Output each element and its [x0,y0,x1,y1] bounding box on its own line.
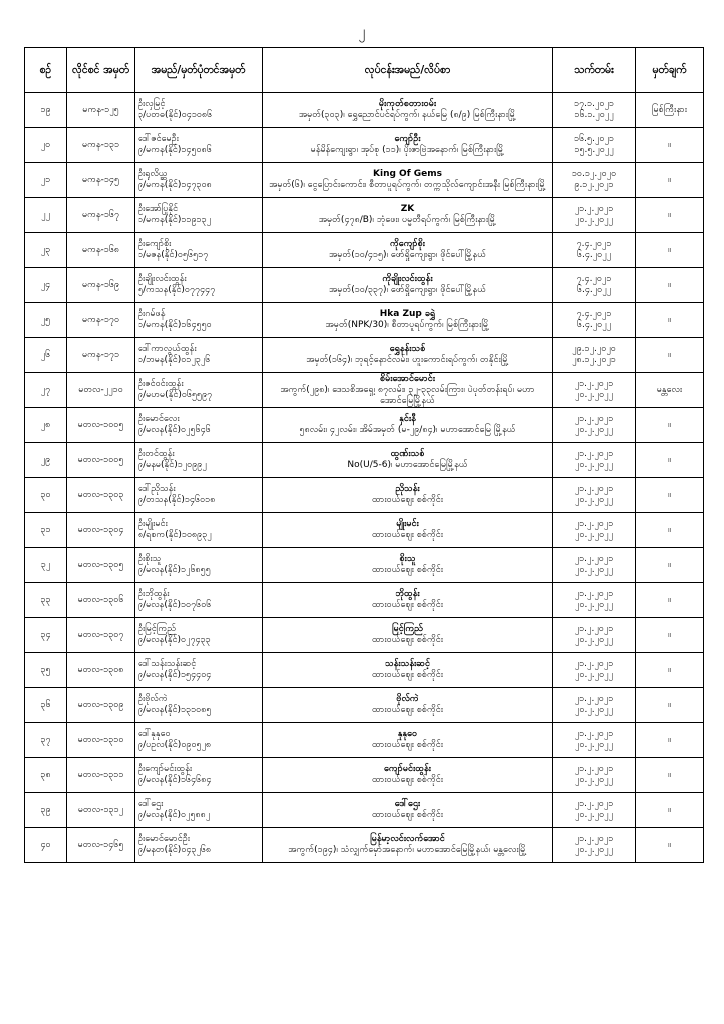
valid-to-date: ၉.၁၂.၂၀၂၁ [574,180,614,190]
valid-to-date: ၂၈.၁၂.၂၀၂၁ [572,355,616,365]
owner-name: ဒေါ်ညိုသန်း [138,484,176,494]
owner-cell [135,198,263,233]
business-cell [263,373,553,408]
valid-from-date: ၂၁.၂.၂၀၂၁ [574,484,614,494]
table-row [25,443,704,478]
validity-cell [553,443,636,478]
owner-registration-id: ၉/မနမ(နိုင်)၁၂၀၉၉၂ [138,460,207,470]
validity-cell [553,93,636,128]
owner-registration-id: ၉/မနတ(နိုင်)၀၄၃၂၆၈ [138,845,212,855]
business-name: သန်းသန်းဆင့် [385,659,430,669]
owner-registration-id: ၁/မကန(နိုင်)၁၁၉၁၃၂ [138,215,212,225]
table-header [25,48,704,93]
serial-number-cell: ၂၉ [25,443,67,478]
validity-cell [553,233,636,268]
license-number-cell: မကန-၁၆၇ [67,198,135,233]
validity-cell [553,583,636,618]
business-name: ကိုချိုးလင်းထွန်း [382,274,433,284]
owner-registration-id: ၉/မလန(နိုင်)၀၂၅၆၄၆ [138,425,211,435]
business-name: ညိုသန်း [395,484,420,494]
owner-cell [135,373,263,408]
business-cell [263,478,553,513]
validity-cell [553,758,636,793]
business-cell [263,758,553,793]
serial-number-cell: ၃၃ [25,583,67,618]
business-address: ထားဝယ်ဈေး စစ်ကိုင်း [371,670,444,680]
serial-number-cell: ၄၀ [25,828,67,863]
valid-to-date: ၂၀.၂.၂၀၂၂ [575,670,613,680]
license-number-cell: မတလ-၁၄၆၅ [67,828,135,863]
owner-cell [135,758,263,793]
valid-to-date: ၂၀.၂.၂၀၂၂ [575,775,613,785]
business-address: No(U/5-6)၊ မဟာအောင်မြေမြို့နယ် [347,460,468,470]
business-name: ကိုကျော်စိုး [390,239,425,249]
owner-registration-id: ၃/ပတဓ(နိုင်)၀၄၁၀၈၆ [138,110,213,120]
owner-name: ဦးကျော်စိုး [138,239,172,249]
table-row [25,128,704,163]
validity-cell [553,198,636,233]
business-name: ကျော်ဦး [394,134,421,144]
valid-to-date: ၂၀.၂.၂၀၂၂ [575,495,613,505]
owner-registration-id: ၉/တသန(နိုင်)၁၄၆၀၁၈ [138,495,216,505]
owner-name: ဦးစိုးသူ [138,554,162,564]
owner-cell [135,163,263,198]
valid-to-date: ၂၀.၂.၂၀၂၂ [575,390,613,400]
business-name: နုနုဝေ [397,729,418,739]
business-name: မျိုးမင်း [396,519,419,529]
business-name: ဗိုလ်ကဲ [396,694,419,704]
owner-cell [135,583,263,618]
page-number: ၂ [358,24,366,40]
owner-cell [135,478,263,513]
remark-cell: မန္တလေး [636,373,704,408]
owner-cell [135,653,263,688]
remark-cell: ။ [636,653,704,688]
valid-from-date: ၇.၄.၂၀၂၁ [576,274,612,284]
license-number-cell: မတလ-၁၀၀၅ [67,443,135,478]
table-body [25,93,704,863]
table-row [25,268,704,303]
valid-to-date: ၆.၄.၂၀၂၂ [576,250,612,260]
business-name: ထွဏ်းသစ် [390,449,425,459]
valid-to-date: ၁၆.၁.၂၀၂၂ [574,110,614,120]
business-cell [263,443,553,478]
validity-cell [553,373,636,408]
owner-registration-id: ၅/ကသန(နိုင်)၀၇၇၄၄၇ [138,285,216,295]
remark-cell: ။ [636,618,704,653]
header-business-address: လုပ်ငန်းအမည်/လိပ်စာ [263,48,553,93]
serial-number-cell: ၃၀ [25,478,67,513]
business-name: King Of Gems [373,169,442,179]
serial-number-cell: ၃၆ [25,688,67,723]
header-serial: စဉ် [25,48,67,93]
valid-to-date: ၂၀.၂.၂၀၂၂ [575,215,613,225]
business-address: ထားဝယ်ဈေး စစ်ကိုင်း [371,495,444,505]
valid-from-date: ၂၁.၂.၂၀၂၁ [574,449,614,459]
header-validity: သက်တမ်း [553,48,636,93]
owner-registration-id: ၉/မကန(နိုင်)၁၄၅၀၈၆ [138,145,212,155]
serial-number-cell: ၂၆ [25,338,67,373]
owner-name: ဦးမြင့်ကြည် [138,624,176,634]
business-address: ထားဝယ်ဈေး စစ်ကိုင်း [371,705,444,715]
table-row [25,828,704,863]
business-name: ဒေါ်ဌေး [394,799,421,809]
remark-cell: ။ [636,128,704,163]
serial-number-cell: ၃၉ [25,793,67,828]
business-name: မြန်မာ့လင်းလက်အောင် [370,834,445,844]
owner-cell [135,618,263,653]
valid-from-date: ၂၁.၂.၂၀၂၁ [574,589,614,599]
business-cell [263,793,553,828]
remark-cell: ။ [636,513,704,548]
license-number-cell: မကန-၁၆၈ [67,233,135,268]
business-name: နှင်းနီ [399,414,416,424]
valid-from-date: ၂၁.၂.၂၀၂၁ [574,519,614,529]
license-number-cell: မတလ-၁၃၀၆ [67,583,135,618]
owner-name: ဦးမောင်လေး [138,414,180,424]
valid-to-date: ၁၅.၅.၂၀၂၂ [574,145,614,155]
owner-cell [135,93,263,128]
validity-cell [553,338,636,373]
business-address: ၅၈လမ်း၊ ၄၂လမ်း၊ အိမ်အမှတ် (မ-၂၉/၈၄)၊ မဟာအောင်မြေ မြို့နယ် [299,425,516,435]
owner-name: ဒေါ်ကာလွယ်ထွန်း [138,344,197,354]
table-row [25,408,704,443]
remark-cell: ။ [636,758,704,793]
remark-cell: ။ [636,723,704,758]
serial-number-cell: ၃၅ [25,653,67,688]
owner-name: ဦးချိုးလင်းထွန်း [138,274,187,284]
remark-cell: ။ [636,163,704,198]
serial-number-cell: ၂၅ [25,303,67,338]
business-address: ထားဝယ်ဈေး စစ်ကိုင်း [371,530,444,540]
license-number-cell: မတလ-၁၃၀၈ [67,653,135,688]
table-row [25,303,704,338]
business-cell [263,408,553,443]
owner-registration-id: ၉/မလန(နိုင်)၀၂၇၄၃၃ [138,635,211,645]
remark-cell: ။ [636,583,704,618]
table-row [25,233,704,268]
valid-from-date: ၂၁.၂.၂၀၂၁ [574,729,614,739]
table-row [25,583,704,618]
remark-cell: ။ [636,443,704,478]
owner-cell [135,443,263,478]
remark-cell: ။ [636,688,704,723]
validity-cell [553,688,636,723]
owner-name: ဦးဂမ်ဖန် [138,309,166,319]
valid-from-date: ၂၁.၂.၂၀၂၁ [574,204,614,214]
business-cell [263,828,553,863]
owner-name: ဒေါ်သန်းသန်းဆင့် [138,659,197,669]
owner-registration-id: ၉/မလန(နိုင်)၀၂၅၈၈၂ [138,810,211,820]
owner-cell [135,268,263,303]
table-row [25,513,704,548]
owner-name: ဦးရုလိယ္ဆ [138,169,168,179]
serial-number-cell: ၂၈ [25,408,67,443]
business-cell [263,163,553,198]
valid-to-date: ၂၀.၂.၂၀၂၂ [575,740,613,750]
owner-registration-id: ၁/မကန(နိုင်)၁၆၄၅၅၀ [138,320,212,330]
license-number-cell: မကန-၁၃၁ [67,128,135,163]
license-number-cell: မတလ-၁၃၁၀ [67,723,135,758]
valid-from-date: ၇.၄.၂၀၂၁ [576,309,612,319]
license-number-cell: မတလ-၁၃၁၁ [67,758,135,793]
table-row [25,758,704,793]
serial-number-cell: ၁၉ [25,93,67,128]
valid-to-date: ၆.၄.၂၀၂၂ [576,285,612,295]
validity-cell [553,548,636,583]
validity-cell [553,478,636,513]
validity-cell [553,408,636,443]
valid-from-date: ၂၁.၂.၂၀၂၁ [574,379,614,389]
owner-name: ဦးမျိုးမင်း [138,519,168,529]
valid-from-date: ၂၁.၂.၂၀၂၁ [574,799,614,809]
business-address: အမှတ်(၁၆၄)၊ ဘုရင့်နောင်လမ်း၊ ဟူးကောင်းရပ်ကွက်၊ တနိုင်းမြို့ [306,355,509,365]
owner-registration-id: ၉/မကန(နိုင်)၁၄၇၃၀၈ [138,180,212,190]
business-address: ထားဝယ်ဈေး စစ်ကိုင်း [371,565,444,575]
owner-cell [135,303,263,338]
license-number-cell: မကန-၁၆၉ [67,268,135,303]
business-name: စိမ်းအောင်မောင်း [380,373,435,384]
remark-cell: ။ [636,408,704,443]
business-address: အမှတ်(၁၀/၃၃၇)၊ ဖော်ရှိုကျေးရွာ၊ ဖိုင်ပေါ်မြို့နယ် [329,285,486,295]
license-number-cell: မကန-၁၄၅ [67,163,135,198]
business-cell [263,198,553,233]
business-name: စိုးသူ [399,554,416,564]
validity-cell [553,723,636,758]
valid-to-date: ၂၀.၂.၂၀၂၂ [575,705,613,715]
business-address: အမှတ်(၃၀၃)၊ ရွှေညောင်ပင်ရပ်ကွက်၊ နယ်မြေ (၈/၉) မြစ်ကြီးနားမြို့ [298,110,517,120]
remark-cell: ။ [636,793,704,828]
table-row [25,373,704,408]
owner-registration-id: ၉/မလန(နိုင်)၁၂၆၈၅၅ [138,565,211,575]
valid-from-date: ၁၆.၅.၂၀၂၁ [574,134,614,144]
owner-registration-id: ၉/ပဥလ(နိုင်)၀၉၀၅၂၈ [138,740,212,750]
license-number-cell: မတလ-၁၃၁၂ [67,793,135,828]
business-cell [263,548,553,583]
owner-registration-id: ၈/ရစက(နိုင်)၁၀၈၉၃၂ [138,530,212,540]
table-row [25,338,704,373]
license-register-table [24,47,704,863]
serial-number-cell: ၂၂ [25,198,67,233]
remark-cell: ။ [636,548,704,583]
business-cell [263,233,553,268]
business-cell [263,723,553,758]
owner-name: ဦးကျော်မင်းထွန်း [138,764,193,774]
business-name: မြင့်ကြည် [392,624,423,634]
owner-name: ဦးဘိုထွန်း [138,589,170,599]
owner-name: ဒေါ်ဌေး [138,799,164,809]
valid-from-date: ၂၁.၂.၂၀၂၁ [574,554,614,564]
license-number-cell: မကန-၁၇၁ [67,338,135,373]
valid-to-date: ၂၀.၂.၂၀၂၂ [575,530,613,540]
business-address: အကွက်(၂၉၈)၊ ဒေသစိအရှေ့၊ ၈၇လမ်း၊ ၃၂-၃၃လမ်းကြား၊ ပဲပုတ်တန်းရပ်၊ မဟာအောင်မြေမြို့နယ် [280,384,535,406]
owner-name: ဦးမောင်မောင်ဦး [138,834,190,844]
table-row [25,478,704,513]
owner-cell [135,128,263,163]
business-cell [263,338,553,373]
business-name: ရွှေနန်းသစ် [389,344,426,354]
valid-to-date: ၂၀.၂.၂၀၂၂ [575,425,613,435]
validity-cell [553,268,636,303]
valid-to-date: ၂၀.၂.၂၀၂၂ [575,635,613,645]
owner-registration-id: ၁/မဇန(နိုင်)၀၅၆၅၁၇ [138,250,209,260]
table-row [25,688,704,723]
business-name: ZK [400,204,415,214]
remark-cell: ။ [636,198,704,233]
license-number-cell: မကန-၁၇၀ [67,303,135,338]
license-number-cell: မတလ-၁၀၀၅ [67,408,135,443]
business-cell [263,128,553,163]
remark-cell: မြစ်ကြီးနား [636,93,704,128]
owner-name: ဒေါ်ဇင်မေဦး [138,134,179,144]
business-address: အမှတ်(၁၀/၄၁၅)၊ ဖော်ရှိုကျေးရွာ၊ ဖိုင်ပေါ်မြို့နယ် [329,250,486,260]
serial-number-cell: ၂၀ [25,128,67,163]
owner-registration-id: ၉/မလန(နိုင်)၁၀၇၆၀၆ [138,600,212,610]
validity-cell [553,303,636,338]
header-owner-registration: အမည်/မှတ်ပုံတင်အမှတ် [135,48,263,93]
remark-cell: ။ [636,478,704,513]
owner-cell [135,828,263,863]
validity-cell [553,828,636,863]
owner-name: ဦးလှမြင့် [138,99,166,109]
serial-number-cell: ၃၁ [25,513,67,548]
owner-registration-id: ၁/ဘမန(နိုင်)၀၁၂၃၂၆ [138,355,211,365]
validity-cell [553,793,636,828]
business-address: ထားဝယ်ဈေး စစ်ကိုင်း [371,775,444,785]
valid-to-date: ၂၀.၂.၂၀၂၂ [575,810,613,820]
business-address: ထားဝယ်ဈေး စစ်ကိုင်း [371,600,444,610]
validity-cell [553,513,636,548]
business-address: ထားဝယ်ဈေး စစ်ကိုင်း [371,740,444,750]
table-row [25,723,704,758]
business-name: Hka Zup ခရွှဲ [379,309,436,319]
business-name: ဘိုထွန်း [395,589,420,599]
business-cell [263,618,553,653]
business-address: အမှတ်(၆)၊ ငွေပြောင်းကောင်း၊ စီတာပူရပ်ကွက်၊ တက္ကသိုလ်ကျောင်းအနီး မြစ်ကြီးနားမြို့ [269,180,546,190]
valid-to-date: ၂၀.၂.၂၀၂၂ [575,600,613,610]
valid-from-date: ၇.၄.၂၀၂၁ [576,239,612,249]
table-row [25,198,704,233]
license-number-cell: မကန-၁၂၅ [67,93,135,128]
license-number-cell: မတလ-၁၃၀၄ [67,513,135,548]
business-address: ထားဝယ်ဈေး စစ်ကိုင်း [371,635,444,645]
valid-from-date: ၂၁.၂.၂၀၂၁ [574,764,614,774]
serial-number-cell: ၂၄ [25,268,67,303]
serial-number-cell: ၃၂ [25,548,67,583]
valid-to-date: ၂၀.၂.၂၀၂၂ [575,565,613,575]
business-address: မန်မိန်ကျေးရွာ၊ အုပ်စု (၁၁)၊ ပိုးဇာဗြဲအနောက်၊ မြစ်ကြီးနားမြို့ [310,145,505,155]
owner-cell [135,548,263,583]
table-row [25,548,704,583]
business-address: အကွက်(၁၉၄)၊ သံလျှက်မှော်အနောက်၊ မဟာအောင်မြေမြို့နယ်၊ မန္တလေးမြို့ [288,845,527,855]
table-row [25,618,704,653]
business-cell [263,653,553,688]
owner-name: ဒေါ်နုနုဝေ [138,729,171,739]
business-address: ထားဝယ်ဈေး စစ်ကိုင်း [371,810,444,820]
owner-registration-id: ၉/မလန(နိုင်)၁၅၄၄၀၄ [138,670,212,680]
validity-cell [553,653,636,688]
valid-from-date: ၁၀.၁၂.၂၀၂၀ [571,169,617,179]
owner-registration-id: ၉/မလန(နိုင်)၁၆၄၆၈၄ [138,775,212,785]
owner-cell [135,513,263,548]
validity-cell [553,618,636,653]
license-number-cell: မတလ-၂၂၁၀ [67,373,135,408]
valid-from-date: ၂၁.၂.၂၀၂၁ [574,694,614,704]
business-name: ကျော်မင်းထွန်း [384,764,431,774]
business-cell [263,688,553,723]
validity-cell [553,128,636,163]
remark-cell: ။ [636,338,704,373]
valid-from-date: ၂၁.၂.၂၀၂၁ [574,659,614,669]
serial-number-cell: ၂၃ [25,233,67,268]
valid-to-date: ၂၀.၂.၂၀၂၂ [575,460,613,470]
business-cell [263,268,553,303]
license-number-cell: မတလ-၁၃၀၉ [67,688,135,723]
business-cell [263,513,553,548]
business-address: အမှတ်(၄၇၈/B)၊ ဘုံဖေး၊ ပမ္မတီရပ်ကွက်၊ မြစ်ကြီးနားမြို့ [318,215,497,225]
table-row [25,93,704,128]
header-remark: မှတ်ချက် [636,48,704,93]
table-row [25,793,704,828]
remark-cell: ။ [636,268,704,303]
table-row [25,163,704,198]
valid-from-date: ၂၁.၂.၂၀၂၁ [574,624,614,634]
owner-name: ဦးတင်ထွန်း [138,449,175,459]
owner-cell [135,793,263,828]
serial-number-cell: ၃၈ [25,758,67,793]
owner-cell [135,408,263,443]
valid-from-date: ၂၁.၂.၂၀၂၁ [574,834,614,844]
serial-number-cell: ၃၇ [25,723,67,758]
table-row [25,653,704,688]
owner-cell [135,688,263,723]
owner-name: ဦးဇင်ဝင်းထွန်း [138,379,184,389]
owner-registration-id: ၉/မလန(နိုင်)၁၃၁၀၈၅ [138,705,212,715]
owner-name: ဦးအော်ပြုနိုင် [138,204,179,214]
owner-name: ဦးဗိုလ်ကဲ [138,694,168,704]
business-name: မိုးကုတ်စတားဝမ်း [378,99,437,109]
business-cell [263,93,553,128]
license-number-cell: မတလ-၁၃၀၃ [67,478,135,513]
valid-to-date: ၆.၄.၂၀၂၂ [576,320,612,330]
license-number-cell: မတလ-၁၃၀၅ [67,548,135,583]
owner-cell [135,723,263,758]
business-cell [263,583,553,618]
license-number-cell: မတလ-၁၃၀၇ [67,618,135,653]
remark-cell: ။ [636,828,704,863]
owner-registration-id: ၉/မဟမ(နိုင်)၀၆၅၅၉၇ [138,390,213,400]
business-address: အမှတ်(NPK/30)၊ စီတာပူရပ်ကွက်၊ မြစ်ကြီးနားမြို့ [325,320,490,330]
remark-cell: ။ [636,233,704,268]
serial-number-cell: ၂၇ [25,373,67,408]
serial-number-cell: ၂၁ [25,163,67,198]
valid-from-date: ၂၉.၁၂.၂၀၂၀ [572,344,616,354]
validity-cell [553,163,636,198]
business-cell [263,303,553,338]
header-license-no: လိုင်စင် အမှတ် [67,48,135,93]
owner-cell [135,338,263,373]
owner-cell [135,233,263,268]
valid-to-date: ၂၀.၂.၂၀၂၂ [575,845,613,855]
valid-from-date: ၂၁.၂.၂၀၂၁ [574,414,614,424]
serial-number-cell: ၃၄ [25,618,67,653]
valid-from-date: ၁၇.၁.၂၀၂၁ [574,99,614,109]
remark-cell: ။ [636,303,704,338]
